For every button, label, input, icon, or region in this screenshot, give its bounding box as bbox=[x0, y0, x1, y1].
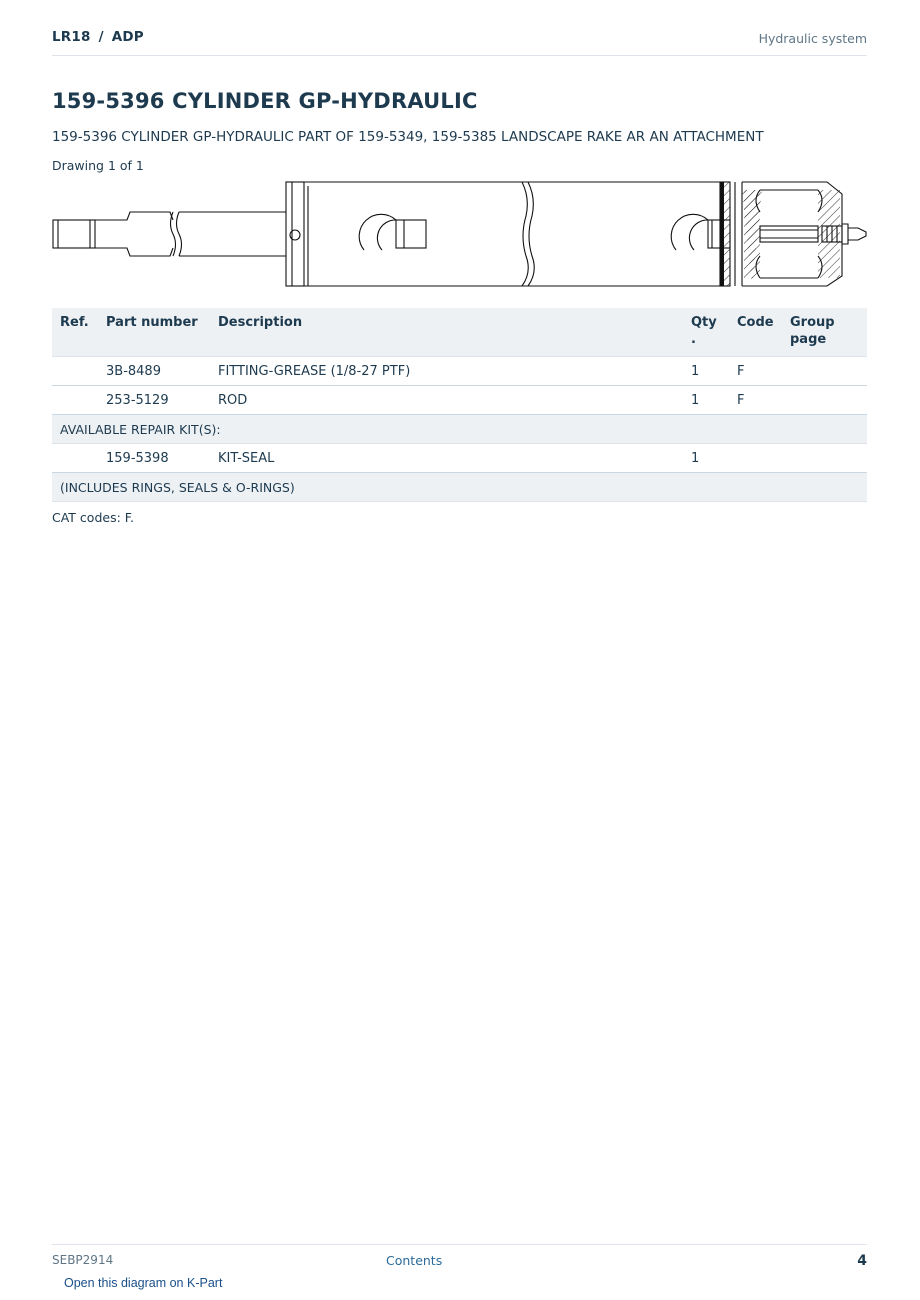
cell-part-number: 3B-8489 bbox=[98, 357, 210, 386]
cell-qty: 1 bbox=[683, 386, 729, 415]
breadcrumb-separator: / bbox=[98, 29, 104, 45]
col-header-part-number: Part number bbox=[98, 308, 210, 357]
breadcrumb-model: LR18 bbox=[52, 29, 91, 45]
col-header-description: Description bbox=[210, 308, 683, 357]
table-row bbox=[52, 357, 867, 386]
breadcrumb bbox=[52, 29, 144, 45]
cell-qty: 1 bbox=[683, 357, 729, 386]
col-header-group-page: Group page bbox=[782, 308, 867, 357]
col-header-ref: Ref. bbox=[52, 308, 98, 357]
page-header bbox=[52, 29, 867, 56]
cell-code: F bbox=[729, 357, 782, 386]
kit-note: AVAILABLE REPAIR KIT(S): bbox=[52, 415, 867, 444]
table-row bbox=[52, 444, 867, 473]
cell-qty: 1 bbox=[683, 444, 729, 473]
parts-table bbox=[52, 308, 867, 502]
cell-code bbox=[729, 444, 782, 473]
drawing-label: Drawing 1 of 1 bbox=[52, 158, 144, 173]
cell-ref bbox=[52, 357, 98, 386]
kpart-link[interactable]: Open this diagram on K-Part bbox=[64, 1276, 223, 1290]
cell-part-number: 159-5398 bbox=[98, 444, 210, 473]
page-footer bbox=[52, 1244, 867, 1275]
cylinder-drawing bbox=[52, 180, 868, 288]
document-id: SEBP2914 bbox=[52, 1253, 114, 1267]
cell-part-number: 253-5129 bbox=[98, 386, 210, 415]
contents-link[interactable]: Contents bbox=[386, 1253, 443, 1268]
cell-group-page bbox=[782, 386, 867, 415]
cell-description: FITTING-GREASE (1/8-27 PTF) bbox=[210, 357, 683, 386]
cell-code: F bbox=[729, 386, 782, 415]
section-title: Hydraulic system bbox=[758, 31, 867, 46]
kit-note-row bbox=[52, 415, 867, 444]
col-header-qty: Qty . bbox=[683, 308, 729, 357]
table-row bbox=[52, 386, 867, 415]
cell-group-page bbox=[782, 444, 867, 473]
page-title: 159-5396 CYLINDER GP-HYDRAULIC bbox=[52, 89, 478, 113]
cat-codes: CAT codes: F. bbox=[52, 510, 134, 525]
cell-description: KIT-SEAL bbox=[210, 444, 683, 473]
cell-ref bbox=[52, 386, 98, 415]
includes-note-row bbox=[52, 473, 867, 502]
cell-description: ROD bbox=[210, 386, 683, 415]
cell-group-page bbox=[782, 357, 867, 386]
breadcrumb-brand: ADP bbox=[111, 29, 144, 45]
page-number: 4 bbox=[857, 1253, 867, 1269]
table-header-row bbox=[52, 308, 867, 357]
page-subtitle: 159-5396 CYLINDER GP-HYDRAULIC PART OF 159-5349, 159-5385 LANDSCAPE RAKE AR AN ATTACHMENT bbox=[52, 129, 764, 145]
includes-note: (INCLUDES RINGS, SEALS & O-RINGS) bbox=[52, 473, 867, 502]
cell-ref bbox=[52, 444, 98, 473]
col-header-code: Code bbox=[729, 308, 782, 357]
